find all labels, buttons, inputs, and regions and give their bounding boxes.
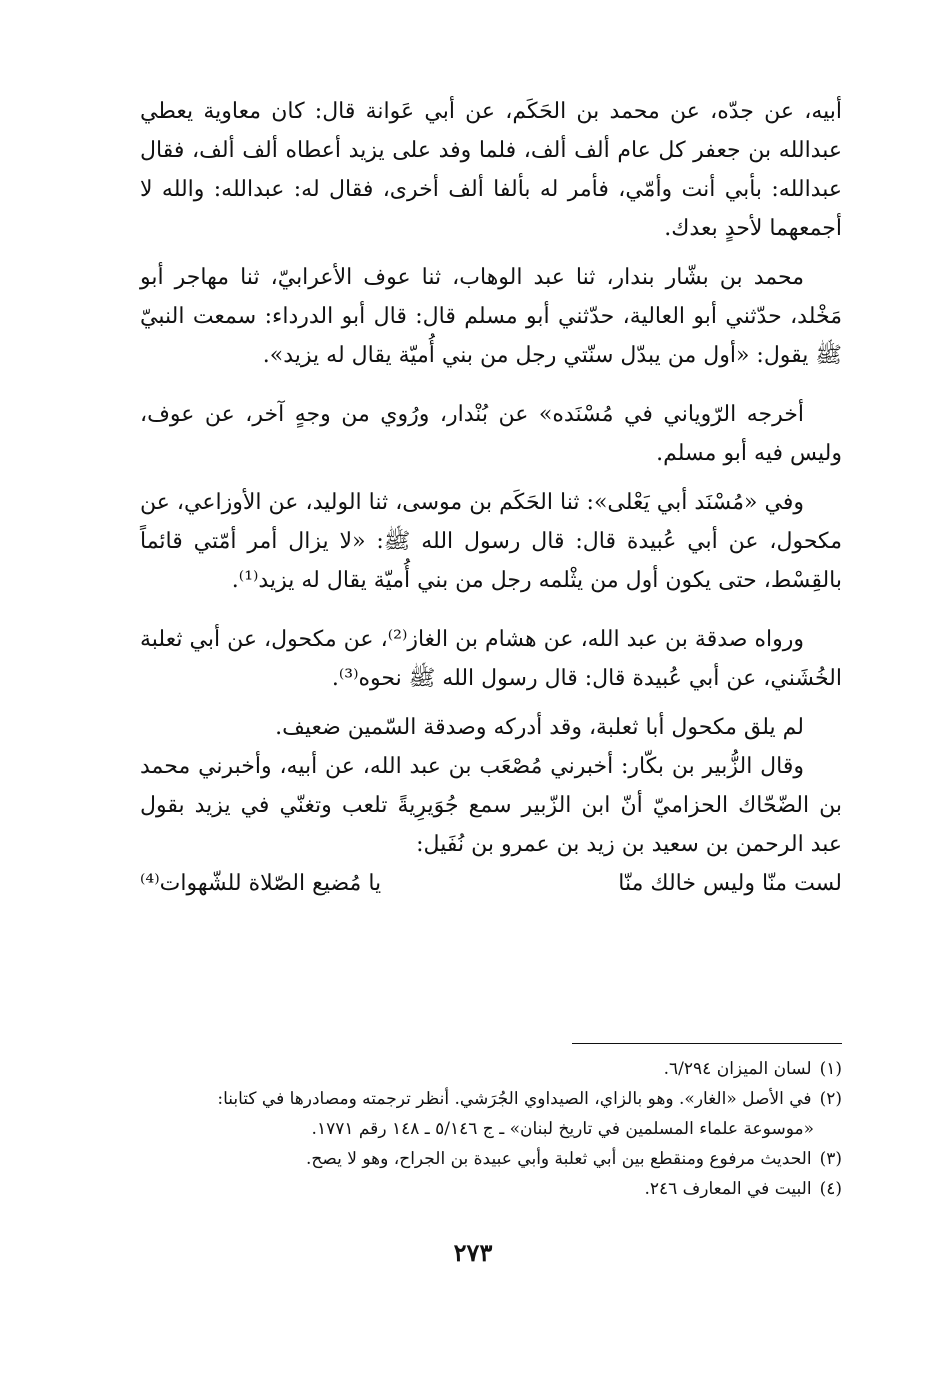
footnote-separator [572, 1043, 842, 1044]
paragraph: أبيه، عن جدّه، عن محمد بن الحَكَم، عن أبي عَوانة قال: كان معاوية يعطي عبدالله بن جعفر كل عام ألف ألف، فلما وفد على يزيد أعطاه ألف ألف، فقال عبدالله: بأبي أنت وأمّي، فأمر له بألفا ألف أخرى، فقال له: عبدالله: والله لا أجمعهما لأحدٍ بعدك. [140, 99, 842, 241]
footnote-number: (٤) [819, 1179, 842, 1199]
footnote-number: (٣) [819, 1149, 842, 1169]
verse-second-hemistich: يا مُضيع الصّلاة للشّهوات⁽⁴⁾ [140, 871, 382, 896]
page-number: ٢٧٣ [453, 1238, 493, 1267]
paragraph: لم يلق مكحول أبا ثعلبة، وقد أدركه وصدقة السّمين ضعيف. [275, 715, 804, 740]
footnotes [140, 1054, 842, 1204]
footnote [140, 1144, 842, 1174]
footnote-text: البيت في المعارف ٢٤٦. [644, 1179, 812, 1199]
footnote-text: لسان الميزان ٦/٢٩٤. [663, 1059, 812, 1079]
footnote-text: في الأصل «الغار». وهو بالزاي، الصيداوي الجُرَشي. أنظر ترجمته ومصادرها في كتابنا: [217, 1089, 812, 1109]
footnote-number: (١) [819, 1059, 842, 1079]
footnote-text: «موسوعة علماء المسلمين في تاريخ لبنان» ـ ج ٥/١٤٦ ـ ١٤٨ رقم ١٧٧١. [311, 1119, 814, 1139]
main-text [140, 92, 842, 903]
footnote-text: الحديث مرفوع ومنقطع بين أبي ثعلبة وأبي عبيدة بن الجراح، وهو لا يصح. [306, 1149, 812, 1169]
paragraph: وفي «مُسْنَد أبي يَعْلى»: ثنا الحَكَم بن موسى، ثنا الوليد، عن الأوزاعي، عن مكحول، عن أبي عُبيدة قال: قال رسول الله ﷺ: «لا يزال أمر أمّتي قائماً بالقِسْط، حتى يكون أول من يثْلمه رجل من بني أُميّة يقال له يزيد⁽¹⁾. [140, 490, 842, 593]
poetry-verse [140, 864, 842, 903]
footnote [140, 1174, 842, 1204]
paragraph: ورواه صدقة بن عبد الله، عن هشام بن الغاز⁽²⁾، عن مكحول، عن أبي ثعلبة الخُشَني، عن أبي عُبيدة قال: قال رسول الله ﷺ نحوه⁽³⁾. [140, 627, 842, 691]
footnote-number: (٢) [819, 1089, 842, 1109]
footnote [140, 1084, 842, 1114]
paragraph: أخرجه الرّوياني في مُسْنَده» عن بُنْدار، ورُوي من وجهٍ آخر، عن عوف، وليس فيه أبو مسلم. [140, 402, 842, 466]
verse-first-hemistich: لست منّا وليس خالك منّا [618, 871, 842, 896]
paragraph: وقال الزُّبير بن بكّار: أخبرني مُصْعَب بن عبد الله، عن أبيه، وأخبرني محمد بن الضّحّاك الحزاميّ أنّ ابن الزّبير سمع جُوَيرِيةً تلعب وتغنّي في يزيد بقول عبد الرحمن بن سعيد بن زيد بن عمرو بن نُفَيل: [140, 754, 842, 857]
paragraph: محمد بن بشّار بندار، ثنا عبد الوهاب، ثنا عوف الأعرابيّ، ثنا مهاجر أبو مَخْلد، حدّثني أبو العالية، حدّثني أبو مسلم قال: قال أبو الدرداء: سمعت النبيّ ﷺ يقول: «أول من يبدّل سنّتي رجل من بني أُميّة يقال له يزيد». [140, 265, 842, 368]
footnote [140, 1054, 842, 1084]
footnote-continuation [140, 1114, 842, 1144]
